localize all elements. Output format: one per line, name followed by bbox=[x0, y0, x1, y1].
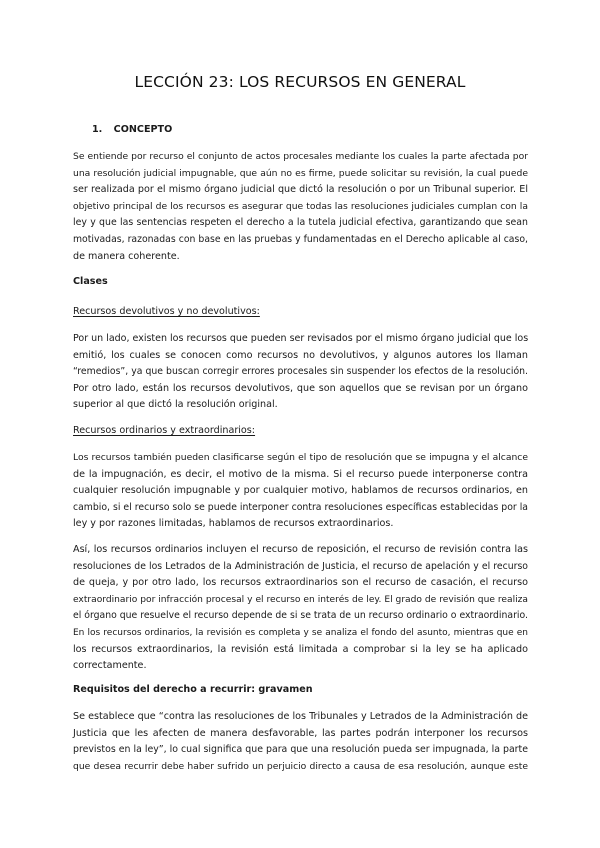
text-line: los recursos extraordinarios, la revisión está limitada a comprobar si la ley se ha aplicado bbox=[73, 643, 528, 655]
text-line: una resolución judicial impugnable, que aún no es firme, puede solicitar su revisión, la cual puede bbox=[73, 167, 528, 179]
paragraph-gravamen bbox=[73, 709, 528, 775]
text-line: de manera coherente. bbox=[73, 250, 180, 262]
text-line: Por otro lado, están los recursos devolutivos, que son aquellos que se revisan por un órgano bbox=[73, 382, 528, 394]
requisitos-heading: Requisitos del derecho a recurrir: gravamen bbox=[73, 684, 313, 695]
text-line: ley y que las sentencias respeten el derecho a la tutela judicial efectiva, garantizando que sean bbox=[73, 217, 528, 229]
subheading-ordinarios: Recursos ordinarios y extraordinarios: bbox=[73, 425, 256, 436]
paragraph-tipos-recursos bbox=[73, 542, 528, 675]
text-line: “remedios”, ya que buscan corregir errores procesales sin suspender los efectos de la resolución. bbox=[73, 366, 528, 378]
text-line: ser realizada por el mismo órgano judicial que dictó la resolución o por un Tribunal superior. El bbox=[73, 184, 528, 196]
text-line: Por un lado, existen los recursos que pueden ser revisados por el mismo órgano judicial que los bbox=[73, 333, 529, 344]
paragraph-devolutivos bbox=[73, 331, 528, 414]
text-line: objetivo principal de los recursos es asegurar que todas las resoluciones judiciales cumplan con la bbox=[73, 200, 528, 212]
text-line: cualquier resolución impugnable y por cualquier motivo, hablamos de recursos ordinarios, en bbox=[73, 485, 528, 497]
text-line: correctamente. bbox=[73, 660, 147, 672]
clases-heading: Clases bbox=[73, 276, 108, 287]
page-title: LECCIÓN 23: LOS RECURSOS EN GENERAL bbox=[134, 73, 466, 91]
section-number: 1. bbox=[92, 124, 103, 135]
text-line: Los recursos también pueden clasificarse según el tipo de resolución que se impugna y el alcance bbox=[73, 452, 528, 463]
text-line: resoluciones de los Letrados de la Administración de Justicia, el recurso de apelación y el recurso bbox=[73, 560, 528, 572]
text-line: de la impugnación, es decir, el motivo de la misma. Si el recurso puede interponerse contra bbox=[73, 468, 528, 480]
text-line: que desea recurrir debe haber sufrido un perjuicio directo a causa de esa resolución, aunque este bbox=[73, 760, 528, 772]
text-line: Se entiende por recurso el conjunto de actos procesales mediante los cuales la parte afectada por bbox=[73, 151, 528, 162]
text-line: de queja, y por otro lado, los recursos extraordinarios son el recurso de casación, el recurso bbox=[73, 577, 528, 589]
text-line: Se establece que “contra las resoluciones de los Tribunales y Letrados de la Administración de bbox=[73, 711, 528, 722]
text-line: previstos en la ley”, lo cual significa que para que una resolución pueda ser impugnada, la parte bbox=[73, 744, 528, 756]
section-heading-concepto bbox=[92, 124, 172, 135]
text-line: superior al que dictó la resolución original. bbox=[73, 399, 278, 411]
text-line: ley y por razones limitadas, hablamos de recursos extraordinarios. bbox=[73, 518, 394, 530]
text-line: Justicia que les afecten de manera desfavorable, las partes podrán interponer los recursos bbox=[73, 727, 528, 739]
text-line: extraordinario por infracción procesal y el recurso en interés de ley. El grado de revisión que realiza bbox=[73, 594, 528, 605]
text-line: cambio, si el recurso solo se puede interponer contra resoluciones específicas establecidas por la bbox=[73, 501, 528, 513]
subheading-devolutivos: Recursos devolutivos y no devolutivos: bbox=[73, 306, 260, 317]
paragraph-ordinarios bbox=[73, 450, 528, 533]
text-line: En los recursos ordinarios, la revisión es completa y se analiza el fondo del asunto, mientras que en bbox=[73, 627, 528, 638]
section-label: CONCEPTO bbox=[113, 124, 173, 135]
paragraph-definition bbox=[73, 149, 528, 265]
text-line: Así, los recursos ordinarios incluyen el recurso de reposición, el recurso de revisión contra las bbox=[73, 544, 528, 555]
text-line: motivadas, razonadas con base en las pruebas y fundamentadas en el Derecho aplicable al caso, bbox=[73, 233, 528, 245]
text-line: el órgano que resuelve el recurso depende de si se trata de un recurso ordinario o extraordinario. bbox=[73, 610, 528, 622]
text-line: emitió, los cuales se conocen como recursos no devolutivos, y algunos autores los llaman bbox=[73, 349, 528, 361]
